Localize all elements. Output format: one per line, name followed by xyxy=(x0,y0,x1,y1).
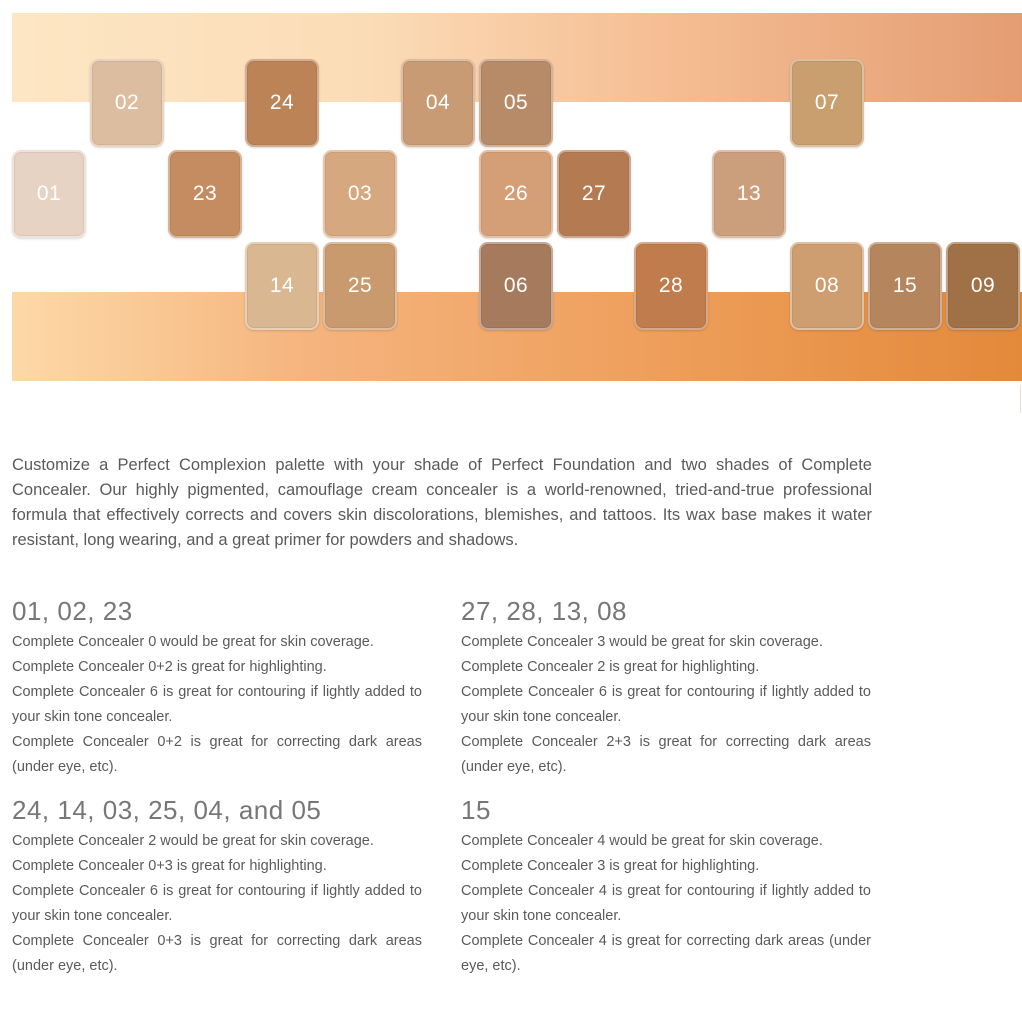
shade-swatch[interactable] xyxy=(401,59,475,147)
shade-swatch[interactable] xyxy=(245,242,319,330)
shade-label: 14 xyxy=(269,274,295,297)
shade-swatch[interactable] xyxy=(90,59,164,147)
shade-swatch[interactable] xyxy=(245,59,319,147)
shade-label: 27 xyxy=(581,182,607,205)
group-line: Complete Concealer 6 is great for contouring if lightly added to your skin tone concealer. xyxy=(12,883,422,924)
shade-label: 04 xyxy=(425,91,451,114)
edge-divider xyxy=(1020,385,1021,413)
group-line: Complete Concealer 4 would be great for skin coverage. xyxy=(461,833,823,849)
shade-swatch[interactable] xyxy=(712,150,786,238)
group-line: Complete Concealer 0+2 is great for correcting dark areas (under eye, etc). xyxy=(12,734,422,775)
shade-swatch[interactable] xyxy=(12,150,86,238)
shade-swatch[interactable] xyxy=(479,150,553,238)
shade-label: 03 xyxy=(347,182,373,205)
group-line: Complete Concealer 4 is great for contouring if lightly added to your skin tone concealer. xyxy=(461,883,871,924)
group-title: 27, 28, 13, 08 xyxy=(461,596,628,626)
shade-label: 07 xyxy=(814,91,840,114)
shade-label: 06 xyxy=(503,274,529,297)
intro-paragraph: Customize a Perfect Complexion palette with your shade of Perfect Foundation and two shades of Complete Concealer. Our highly pigmented, camouflage cream concealer is a world-renowned, tried-and-true professional formula that effectively corrects and covers skin discolorations, blemishes, and tattoos. Its wax base makes it water resistant, long wearing, and a great primer for powders and shadows. xyxy=(12,456,872,549)
group-line: Complete Concealer 3 would be great for skin coverage. xyxy=(461,634,823,650)
group-line: Complete Concealer 0 would be great for skin coverage. xyxy=(12,634,374,650)
shade-group xyxy=(12,596,422,780)
group-line: Complete Concealer 2 is great for highlighting. xyxy=(461,659,760,675)
shade-label: 05 xyxy=(503,91,529,114)
shade-label: 23 xyxy=(192,182,218,205)
shade-swatch[interactable] xyxy=(479,59,553,147)
shade-swatch[interactable] xyxy=(479,242,553,330)
group-title: 15 xyxy=(461,795,491,825)
shade-banner xyxy=(12,13,1022,381)
shade-swatch[interactable] xyxy=(323,150,397,238)
shade-label: 24 xyxy=(269,91,295,114)
shade-swatch[interactable] xyxy=(790,242,864,330)
shade-label: 26 xyxy=(503,182,529,205)
shade-swatch[interactable] xyxy=(557,150,631,238)
group-line: Complete Concealer 6 is great for contouring if lightly added to your skin tone concealer. xyxy=(461,684,871,725)
shade-label: 02 xyxy=(114,91,140,114)
shade-group xyxy=(461,795,871,979)
shade-swatch[interactable] xyxy=(634,242,708,330)
shade-label: 13 xyxy=(736,182,762,205)
shade-label: 15 xyxy=(892,274,918,297)
group-line: Complete Concealer 0+3 is great for highlighting. xyxy=(12,858,327,874)
group-line: Complete Concealer 3 is great for highlighting. xyxy=(461,858,760,874)
group-line: Complete Concealer 2+3 is great for correcting dark areas (under eye, etc). xyxy=(461,734,871,775)
group-line: Complete Concealer 4 is great for correcting dark areas (under eye, etc). xyxy=(461,933,871,974)
shade-label: 09 xyxy=(970,274,996,297)
shade-label: 08 xyxy=(814,274,840,297)
shade-swatch[interactable] xyxy=(168,150,242,238)
group-line: Complete Concealer 0+3 is great for correcting dark areas (under eye, etc). xyxy=(12,933,422,974)
group-line: Complete Concealer 2 would be great for skin coverage. xyxy=(12,833,374,849)
shade-swatch[interactable] xyxy=(868,242,942,330)
shade-label: 01 xyxy=(36,182,62,205)
group-title: 24, 14, 03, 25, 04, and 05 xyxy=(12,795,322,825)
shade-group xyxy=(12,795,422,979)
shade-label: 25 xyxy=(347,274,373,297)
shade-label: 28 xyxy=(658,274,684,297)
group-line: Complete Concealer 0+2 is great for highlighting. xyxy=(12,659,327,675)
group-line: Complete Concealer 6 is great for contouring if lightly added to your skin tone concealer. xyxy=(12,684,422,725)
shade-swatch[interactable] xyxy=(790,59,864,147)
group-title: 01, 02, 23 xyxy=(12,596,133,626)
shade-swatch[interactable] xyxy=(946,242,1020,330)
shade-group xyxy=(461,596,871,780)
shade-swatch[interactable] xyxy=(323,242,397,330)
